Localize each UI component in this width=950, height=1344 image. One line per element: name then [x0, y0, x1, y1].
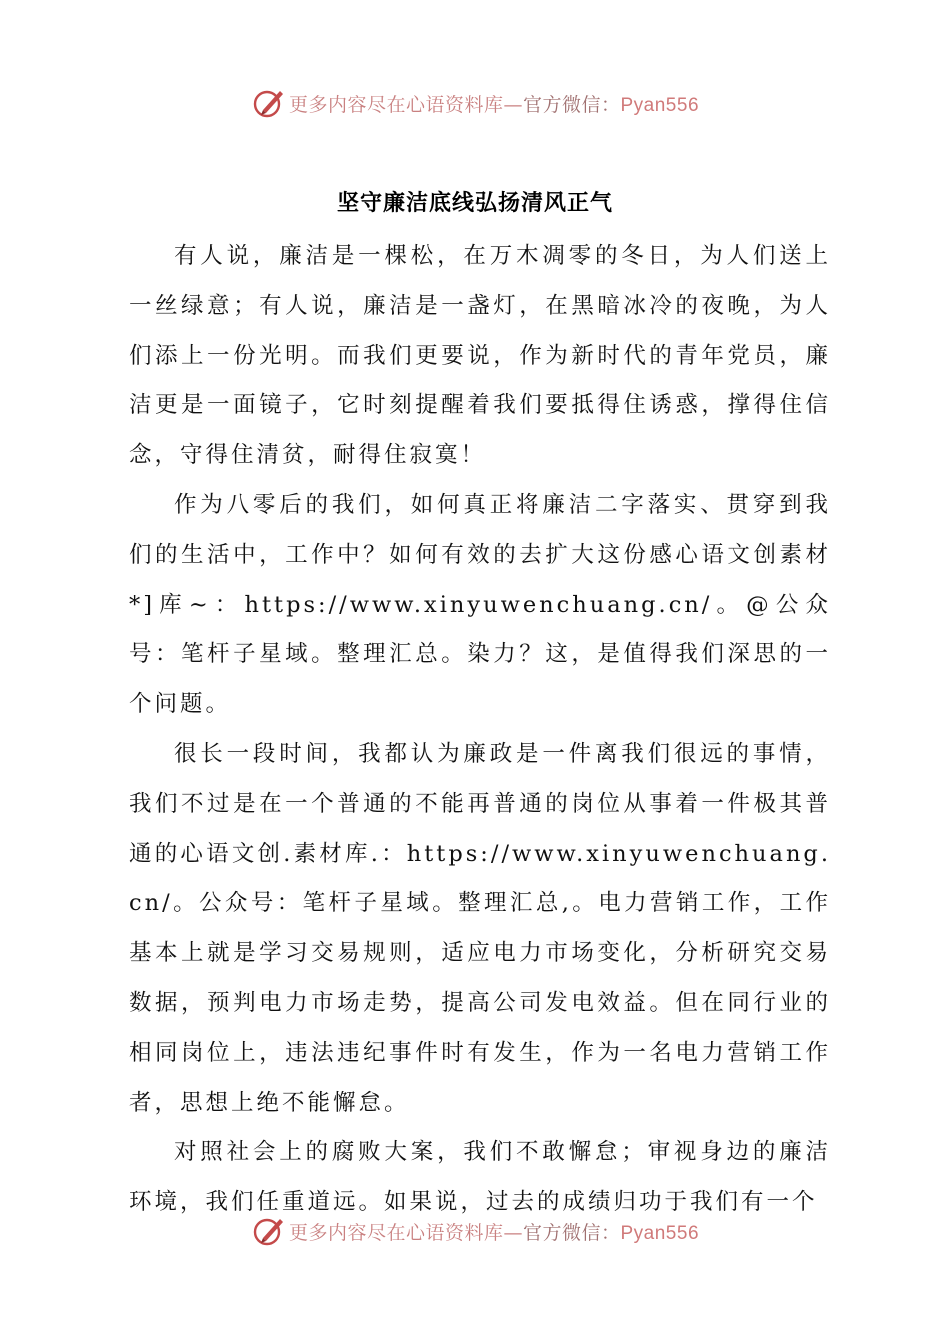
footer-banner [0, 1209, 950, 1253]
document-title: 坚守廉洁底线弘扬清风正气 [336, 191, 613, 216]
header-banner [0, 81, 950, 125]
banner-wechat-label: 官方微信： [522, 93, 621, 116]
banner-main-text: 更多内容尽在心语资料库 [288, 93, 504, 116]
banner-dash: — [503, 1221, 523, 1244]
paragraph-4: 对照社会上的腐败大案，我们不敢懈怠；审视身边的廉洁环境，我们任重道远。如果说，过去的成绩归功于我们有一个 [129, 1139, 831, 1216]
banner-wechat-id: Pyan556 [620, 94, 700, 116]
pen-logo-icon [251, 85, 287, 121]
paragraph-1: 有人说，廉洁是一棵松，在万木凋零的冬日，为人们送上一丝绿意；有人说，廉洁是一盏灯，在黑暗冰冷的夜晚，为人们添上一份光明。而我们更要说，作为新时代的青年党员，廉洁更是一面镜子，它时刻提醒着我们要抵得住诱惑，撑得住信念，守得住清贫，耐得住寂寞！ [129, 243, 831, 469]
banner-wechat-label: 官方微信： [522, 1221, 621, 1244]
pen-logo-icon [251, 1213, 287, 1249]
banner-caption [289, 1218, 699, 1245]
banner-main-text: 更多内容尽在心语资料库 [288, 1221, 504, 1244]
paragraph-3: 很长一段时间，我都认为廉政是一件离我们很远的事情，我们不过是在一个普通的不能再普通的岗位从事着一件极其普通的心语文创.素材库.：https://www.xinyuwenchuang.cn/。公众号：笔杆子星域。整理汇总,。电力营销工作，工作基本上就是学习交易规则，适应电力市场变化，分析研究交易数据，预判电力市场走势，提高公司发电效益。但在同行业的相同岗位上，违法违纪事件时有发生，作为一名电力营销工作者，思想上绝不能懈怠。 [129, 740, 831, 1116]
paragraph-2: 作为八零后的我们，如何真正将廉洁二字落实、贯穿到我们的生活中，工作中？如何有效的去扩大这份感心语文创素材*]库~：https://www.xinyuwenchuang.cn/。@公众号：笔杆子星域。整理汇总。染力？这，是值得我们深思的一个问题。 [129, 491, 831, 718]
document-body [129, 232, 831, 1228]
banner-wechat-id: Pyan556 [620, 1222, 700, 1244]
banner-dash: — [503, 93, 523, 116]
banner-caption [289, 90, 699, 117]
